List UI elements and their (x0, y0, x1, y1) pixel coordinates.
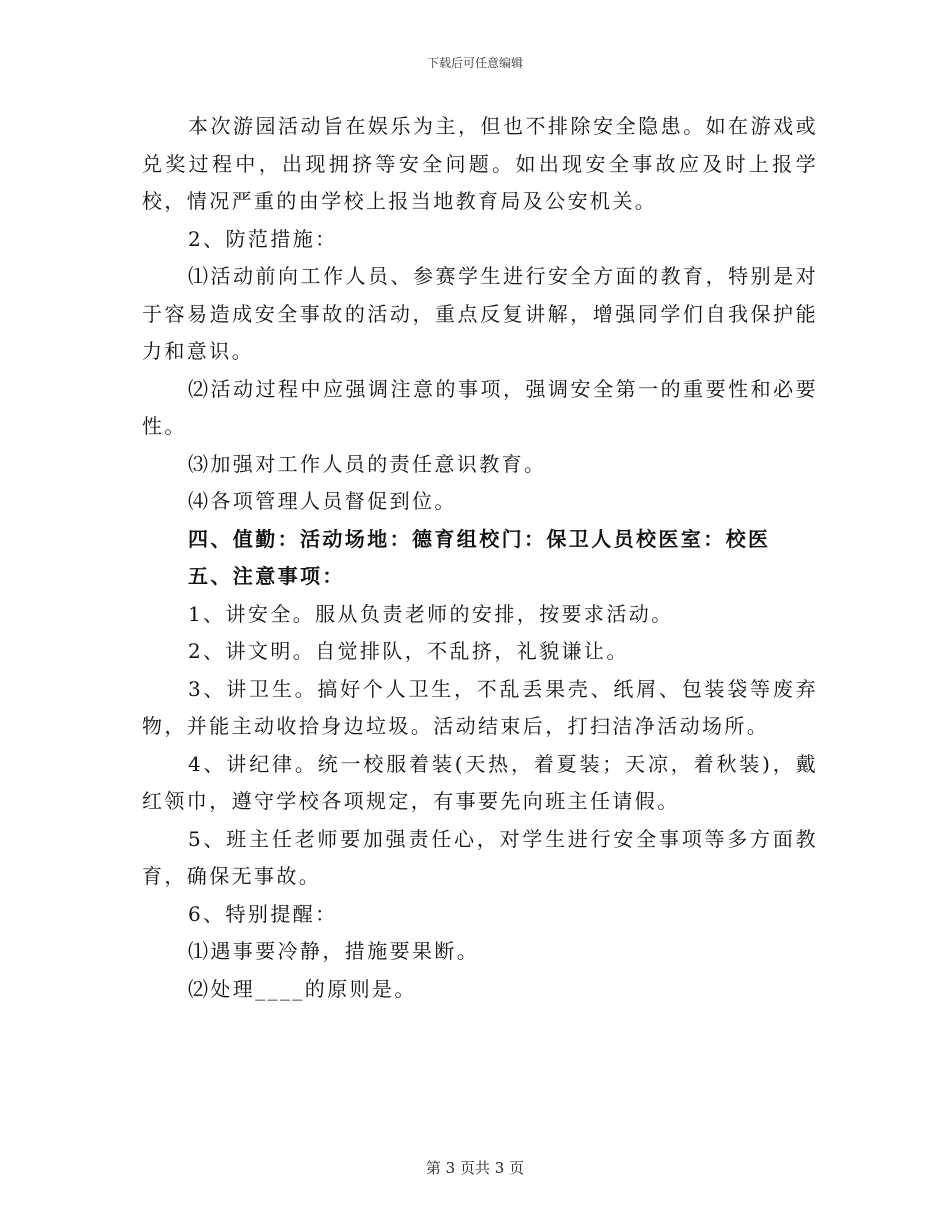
paragraph: 6、特别提醒： (188, 901, 338, 926)
paragraph: ⑷各项管理人员督促到位。 (188, 489, 457, 513)
paragraph: ⑵活动过程中应强调注意的事项，强调安全第一的重要性和必要性。 (142, 376, 818, 438)
paragraph: 4、讲纪律。统一校服着装(天热，着夏装；天凉，着秋装)，戴红领巾，遵守学校各项规定，有事要先向班主任请假。 (142, 751, 818, 813)
paragraph: 五、注意事项： (188, 564, 345, 588)
paragraph: ⑵处理____的原则是。 (188, 976, 417, 1001)
paragraph: 本次游园活动旨在娱乐为主，但也不排除安全隐患。如在游戏或兑奖过程中，出现拥挤等安全问题。如出现安全事故应及时上报学校，情况严重的由学校上报当地教育局及公安机关。 (142, 114, 818, 213)
page-header: 下载后可任意编辑 (426, 56, 523, 70)
paragraph: 2、防范措施： (188, 226, 338, 251)
paragraph: 2、讲文明。自觉排队，不乱挤，礼貌谦让。 (188, 639, 629, 663)
paragraph: 5、班主任老师要加强责任心，对学生进行安全事项等多方面教育，确保无事故。 (142, 826, 818, 888)
paragraph: 3、讲卫生。搞好个人卫生，不乱丢果壳、纸屑、包装袋等废弃物，并能主动收拾身边垃圾。活动结束后，打扫洁净活动场所。 (142, 676, 818, 738)
paragraph: 四、值勤：活动场地：德育组校门：保卫人员校医室：校医 (188, 526, 771, 551)
paragraph: ⑴遇事要冷静，措施要果断。 (188, 939, 480, 963)
paragraph: 1、讲安全。服从负责老师的安排，按要求活动。 (188, 601, 674, 626)
paragraph: ⑶加强对工作人员的责任意识教育。 (188, 451, 547, 476)
page-footer: 第 3 页共 3 页 (425, 1159, 525, 1177)
document-body (142, 108, 818, 1008)
paragraph: ⑴活动前向工作人员、参赛学生进行安全方面的教育，特别是对于容易造成安全事故的活动，重点反复讲解，增强同学们自我保护能力和意识。 (142, 264, 818, 363)
